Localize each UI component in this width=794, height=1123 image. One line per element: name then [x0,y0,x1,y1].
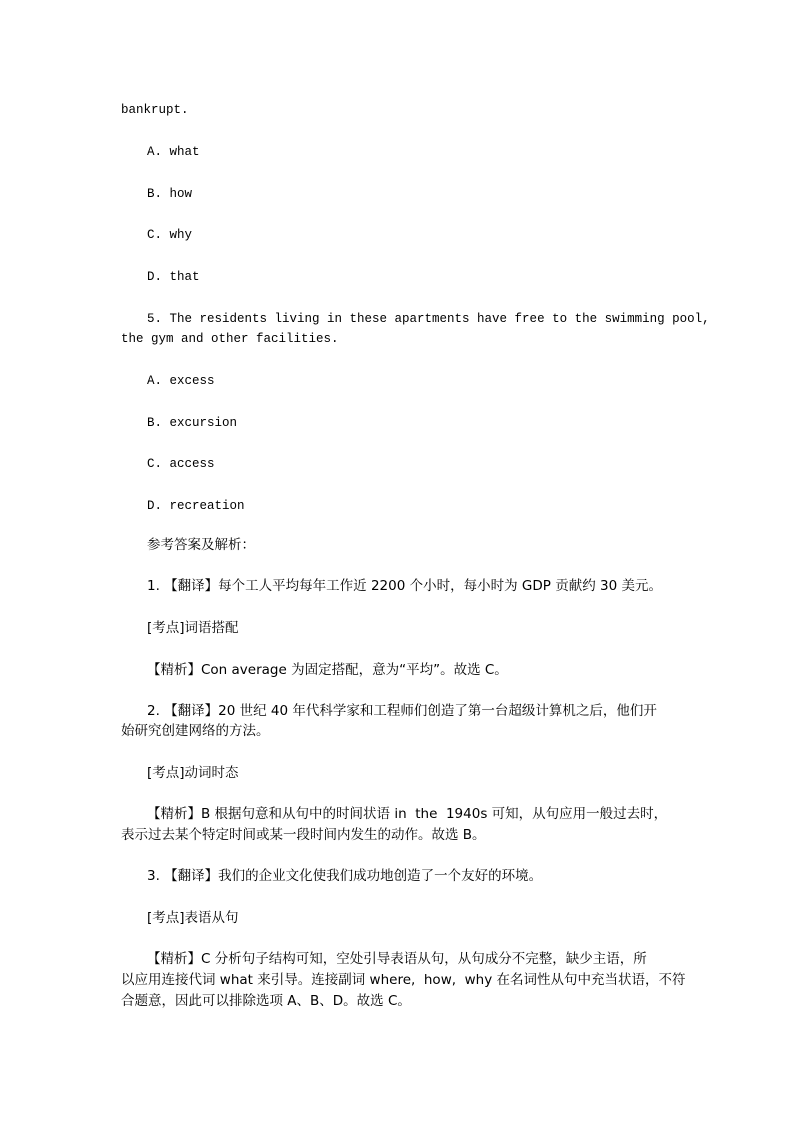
answer-3-analysis-line2: 以应用连接代词 what 来引导。连接副词 where, how, why 在名词性从句中充当状语，不符 [121,972,686,988]
answer-2-analysis-line1: 【精析】B 根据句意和从句中的时间状语 in the 1940s 可知，从句应用一般过去时， [147,806,668,822]
q5-stem-line1: 5. The residents living in these apartments have free to the swimming pool, [147,312,710,326]
answer-2-analysis-line2: 表示过去某个特定时间或某一段时间内发生的动作。故选 B。 [121,827,486,843]
text-line-continuation: bankrupt. [121,103,189,117]
q4-option-c: C. why [147,228,193,242]
q4-option-b: B. how [147,187,193,201]
answer-2-point: [考点]动词时态 [147,765,239,781]
answer-1-translation: 1. 【翻译】每个工人平均每年工作近 2200 个小时，每小时为 GDP 贡献约 30 美元。 [147,578,662,594]
answer-1-point: [考点]词语搭配 [147,620,239,636]
answer-3-point: [考点]表语从句 [147,910,239,926]
q5-option-b: B. excursion [147,416,238,430]
answer-1-analysis: 【精析】Con average 为固定搭配，意为“平均”。故选 C。 [147,662,508,678]
q4-option-a: A. what [147,145,200,159]
answer-3-analysis-line3: 合题意，因此可以排除选项 A、B、D。故选 C。 [121,993,411,1009]
q4-option-d: D. that [147,270,200,284]
answer-2-translation-line2: 始研究创建网络的方法。 [121,723,270,739]
answer-2-translation-line1: 2. 【翻译】20 世纪 40 年代科学家和工程师们创造了第一台超级计算机之后，他们开 [147,703,657,719]
q5-option-a: A. excess [147,374,215,388]
answer-3-analysis-line1: 【精析】C 分析句子结构可知，空处引导表语从句，从句成分不完整，缺少主语，所 [147,951,647,967]
answers-heading: 参考答案及解析： [147,537,255,553]
q5-stem-line2: the gym and other facilities. [121,332,339,346]
answer-3-translation: 3. 【翻译】我们的企业文化使我们成功地创造了一个友好的环境。 [147,868,543,884]
q5-option-c: C. access [147,457,215,471]
q5-option-d: D. recreation [147,499,245,513]
